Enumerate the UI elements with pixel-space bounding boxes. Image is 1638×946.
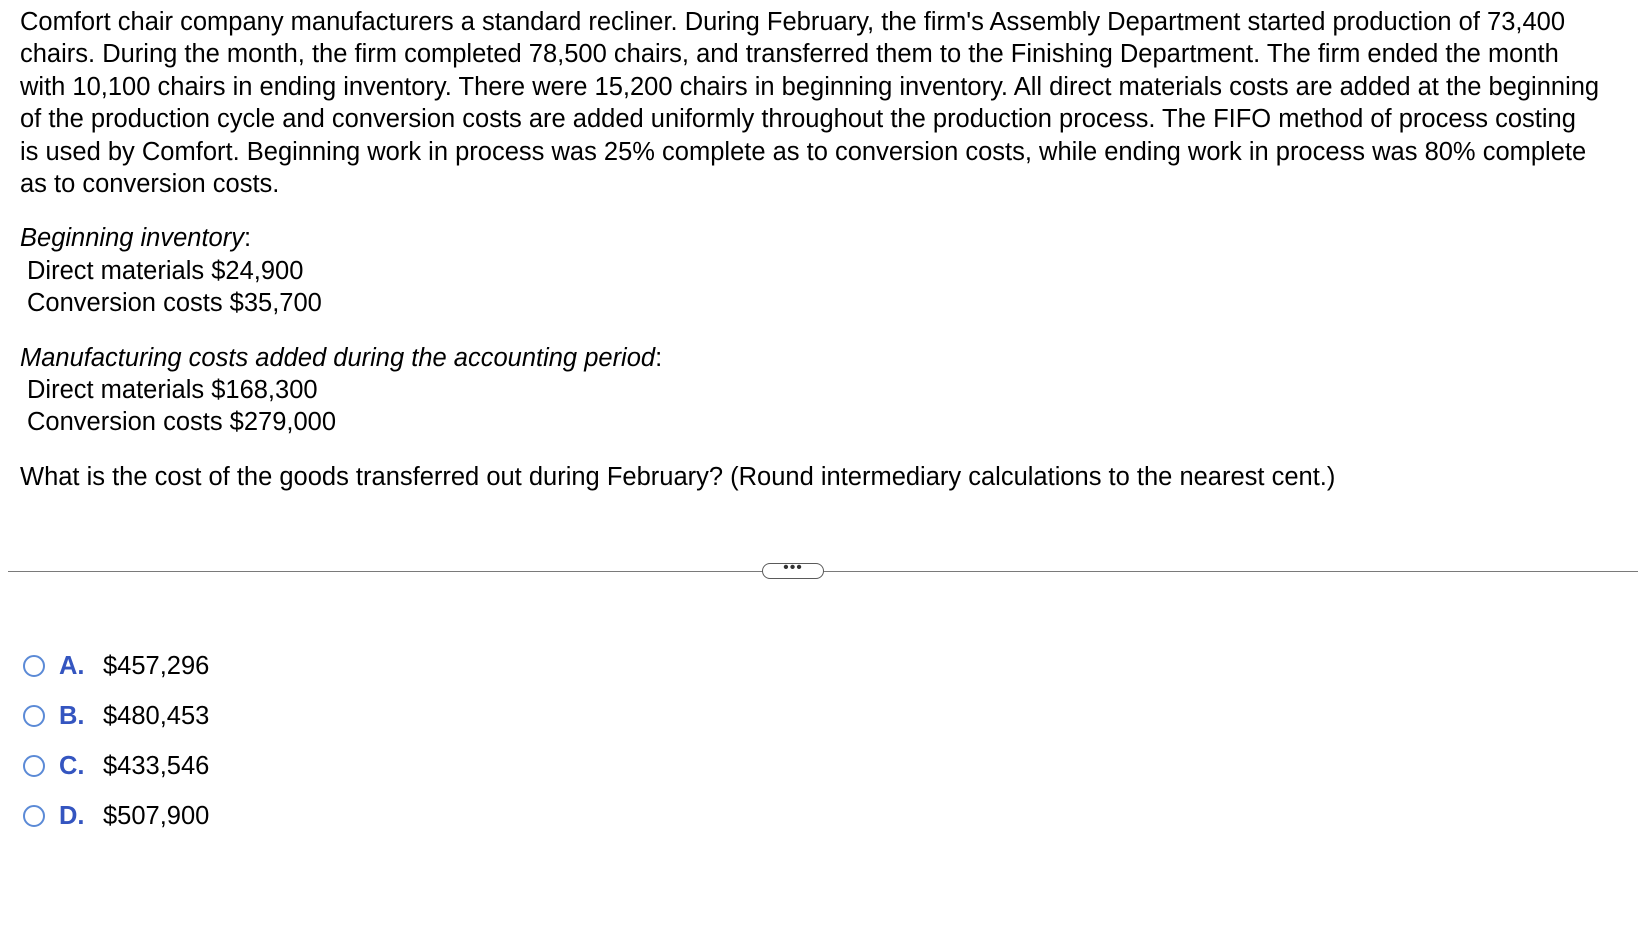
beginning-inventory-colon: : xyxy=(243,224,252,253)
choice-c-letter: C. xyxy=(59,751,85,780)
choice-c[interactable] xyxy=(23,741,209,791)
radio-button-b[interactable] xyxy=(23,705,45,727)
manufacturing-costs-colon: : xyxy=(655,343,663,372)
beginning-direct-materials: Direct materials $24,900 xyxy=(27,256,304,285)
choice-b-letter: B. xyxy=(59,701,85,730)
beginning-inventory-section xyxy=(20,222,1600,319)
choice-d-value: $507,900 xyxy=(103,801,210,830)
radio-button-c[interactable] xyxy=(23,755,45,777)
choice-b[interactable] xyxy=(23,691,209,741)
choice-b-value: $480,453 xyxy=(103,701,210,730)
manufacturing-costs-heading-row xyxy=(20,342,1600,374)
manufacturing-costs-section xyxy=(20,342,1600,439)
beginning-inventory-heading-row xyxy=(20,222,1600,254)
question-body xyxy=(20,6,1600,493)
radio-button-a[interactable] xyxy=(23,655,45,677)
beginning-conversion-costs: Conversion costs $35,700 xyxy=(27,289,322,318)
choice-d[interactable] xyxy=(23,791,209,841)
choice-d-letter: D. xyxy=(59,801,85,830)
question-paragraph: Comfort chair company manufacturers a standard recliner. During February, the firm's Assembly Department started production of 73,400 chairs. During the month, the firm completed 78,500 chairs, and transferred them to the Finishing Department. The firm ended the month with 10,100 chairs in ending inventory. There were 15,200 chairs in beginning inventory. All direct materials costs are added at the beginning of the production cycle and conversion costs are added uniformly throughout the production process. The FIFO method of process costing is used by Comfort. Beginning work in process was 25% complete as to conversion costs, while ending work in process was 80% complete as to conversion costs. xyxy=(20,8,1600,199)
beginning-inventory-heading: Beginning inventory xyxy=(20,224,244,253)
choice-a[interactable] xyxy=(23,641,209,691)
choice-a-letter: A. xyxy=(59,651,85,680)
radio-button-d[interactable] xyxy=(23,805,45,827)
answer-choices xyxy=(23,641,209,841)
manufacturing-costs-heading: Manufacturing costs added during the accounting period xyxy=(20,343,656,372)
choice-c-value: $433,546 xyxy=(103,751,210,780)
added-conversion-costs: Conversion costs $279,000 xyxy=(27,408,337,437)
choice-a-value: $457,296 xyxy=(103,651,210,680)
expand-ellipsis-button[interactable]: ••• xyxy=(762,563,824,579)
added-direct-materials: Direct materials $168,300 xyxy=(27,376,318,405)
question-prompt: What is the cost of the goods transferred out during February? (Round intermediary calculations to the nearest cent.) xyxy=(20,462,1336,491)
